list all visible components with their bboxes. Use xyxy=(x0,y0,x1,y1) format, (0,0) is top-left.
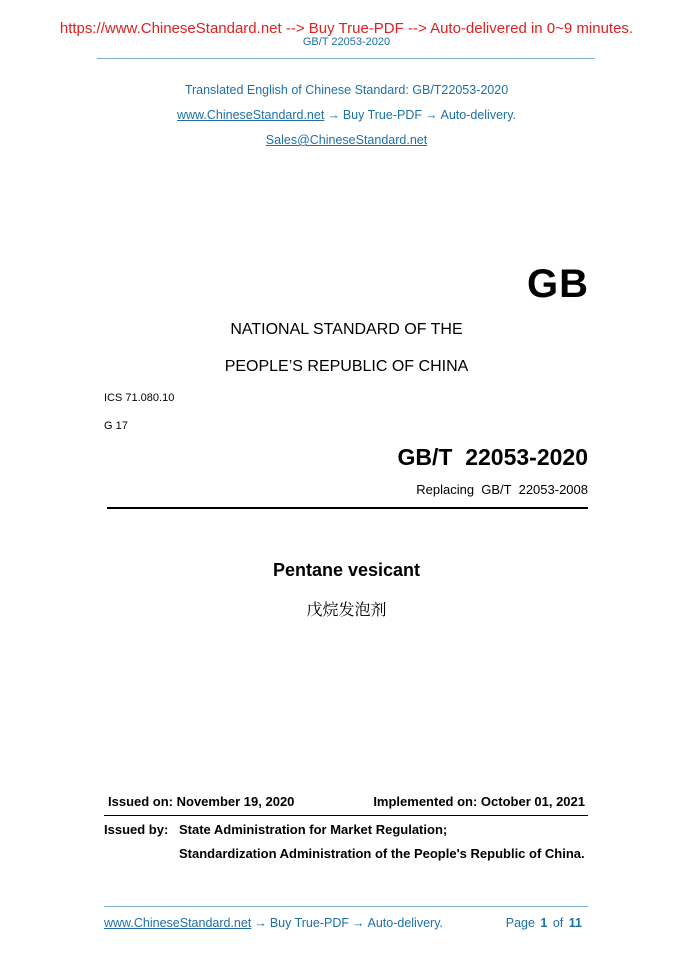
of-label: of xyxy=(552,916,564,930)
header-divider xyxy=(97,58,595,59)
banner-sep: --> xyxy=(403,20,431,37)
banner-delivered: Auto-delivered in 0~9 minutes. xyxy=(430,20,634,37)
footer-buy[interactable]: Buy True-PDF xyxy=(269,916,349,930)
arrow-icon: → xyxy=(254,916,267,930)
gb-logo: GB xyxy=(527,262,589,306)
footer-links xyxy=(104,916,443,930)
national-standard-line1: NATIONAL STANDARD OF THE xyxy=(230,321,463,338)
issuer-1: State Administration for Market Regulation; xyxy=(179,822,448,837)
banner-sep: --> xyxy=(281,20,309,37)
promo-buy[interactable]: Buy True-PDF xyxy=(342,108,422,122)
page-indicator xyxy=(506,916,582,930)
ccs-code: G 17 xyxy=(104,420,128,432)
cover-rule-bottom xyxy=(104,815,588,816)
title-chinese: 戊烷发泡剂 xyxy=(306,600,387,619)
issuer-2: Standardization Administration of the People's Republic of China. xyxy=(179,846,585,861)
arrow-icon: → xyxy=(425,108,438,122)
page-number: 1 xyxy=(540,916,548,930)
banner-url-link[interactable]: https://www.ChineseStandard.net xyxy=(59,20,282,37)
arrow-icon: → xyxy=(352,916,365,930)
top-banner xyxy=(0,20,693,37)
standard-number: GB/T 22053-2020 xyxy=(397,444,588,470)
promo-site-link[interactable]: www.ChineseStandard.net xyxy=(177,108,325,122)
issued-by-label: Issued by: xyxy=(104,822,169,837)
translated-line: Translated English of Chinese Standard: GB/T22053-2020 xyxy=(184,83,509,97)
promo-auto: Auto-delivery. xyxy=(440,108,516,122)
header-std-code: GB/T 22053-2020 xyxy=(302,36,391,48)
ics-code: ICS 71.080.10 xyxy=(104,392,175,404)
banner-buy-link[interactable]: Buy True-PDF xyxy=(308,20,404,37)
footer-divider xyxy=(104,906,588,907)
implemented-on: Implemented on: October 01, 2021 xyxy=(373,794,585,809)
sales-email-link[interactable]: Sales@ChineseStandard.net xyxy=(265,133,428,147)
title-english: Pentane vesicant xyxy=(272,560,421,580)
page-label: Page xyxy=(505,916,535,930)
promo-line xyxy=(0,108,693,122)
footer-auto: Auto-delivery. xyxy=(367,916,443,930)
email-line xyxy=(0,133,693,147)
page-total: 11 xyxy=(568,916,582,930)
replacing-standard: Replacing GB/T 22053-2008 xyxy=(416,482,588,497)
footer-site-link[interactable]: www.ChineseStandard.net xyxy=(104,916,252,930)
cover-rule-top xyxy=(107,507,588,509)
arrow-icon: → xyxy=(327,108,340,122)
issued-on: Issued on: November 19, 2020 xyxy=(108,794,295,809)
national-standard-line2: PEOPLE’S REPUBLIC OF CHINA xyxy=(224,358,469,375)
